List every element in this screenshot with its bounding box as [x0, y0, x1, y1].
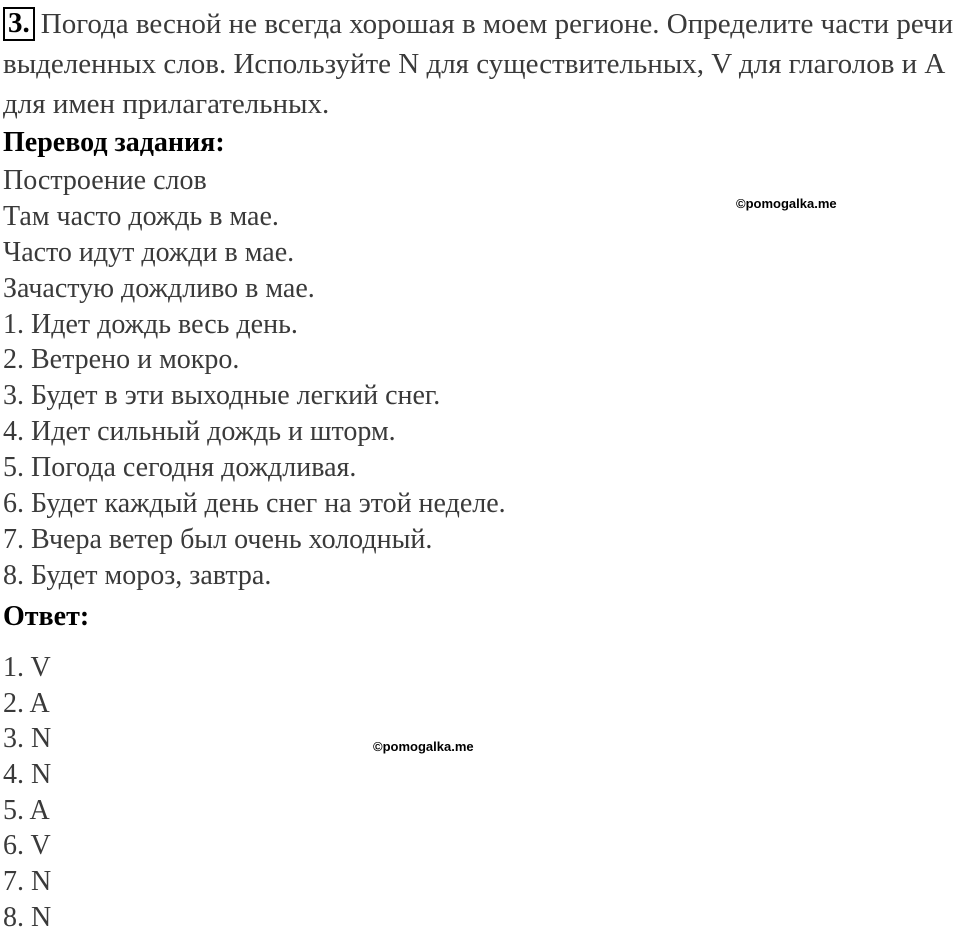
- translation-line: 4. Идет сильный дождь и шторм.: [3, 416, 396, 448]
- translation-line: Часто идут дожди в мае.: [3, 236, 295, 268]
- answer-line: 8. N: [3, 901, 52, 933]
- translation-line: 1. Идет дождь весь день.: [3, 308, 298, 340]
- task-number: 3.: [3, 7, 35, 41]
- answer-line: 2. A: [3, 687, 50, 719]
- translation-line: Зачастую дождливо в мае.: [3, 272, 315, 304]
- translation-line: Построение слов: [3, 165, 207, 196]
- answer-heading: Ответ:: [3, 601, 90, 632]
- task-statement: [3, 4, 958, 124]
- answer-list: [3, 650, 51, 936]
- translation-line: 6. Будет каждый день снег на этой неделе.: [3, 488, 506, 520]
- answer-line: 7. N: [3, 866, 52, 898]
- translation-list: [3, 163, 506, 594]
- translation-line: 2. Ветрено и мокро.: [3, 344, 240, 376]
- answer-line: 1. V: [3, 652, 51, 683]
- answer-line: 5. A: [3, 794, 50, 826]
- translation-line: 3. Будет в эти выходные легкий снег.: [3, 380, 441, 412]
- task-text: Погода весной не всегда хорошая в моем регионе. Определите части речи выделенных слов. Используйте N для существительных, V для глаголов и A для имен прилагательных.: [3, 8, 954, 120]
- translation-heading: Перевод задания:: [3, 127, 225, 158]
- translation-line: Там часто дождь в мае.: [3, 200, 279, 232]
- translation-line: 5. Погода сегодня дождливая.: [3, 452, 357, 484]
- watermark: ©pomogalka.me: [736, 196, 837, 211]
- answer-line: 6. V: [3, 830, 51, 862]
- watermark: ©pomogalka.me: [373, 739, 474, 754]
- translation-line: 7. Вчера ветер был очень холодный.: [3, 523, 433, 555]
- translation-line: 8. Будет мороз, завтра.: [3, 559, 272, 591]
- answer-line: 3. N: [3, 723, 52, 755]
- answer-line: 4. N: [3, 759, 52, 791]
